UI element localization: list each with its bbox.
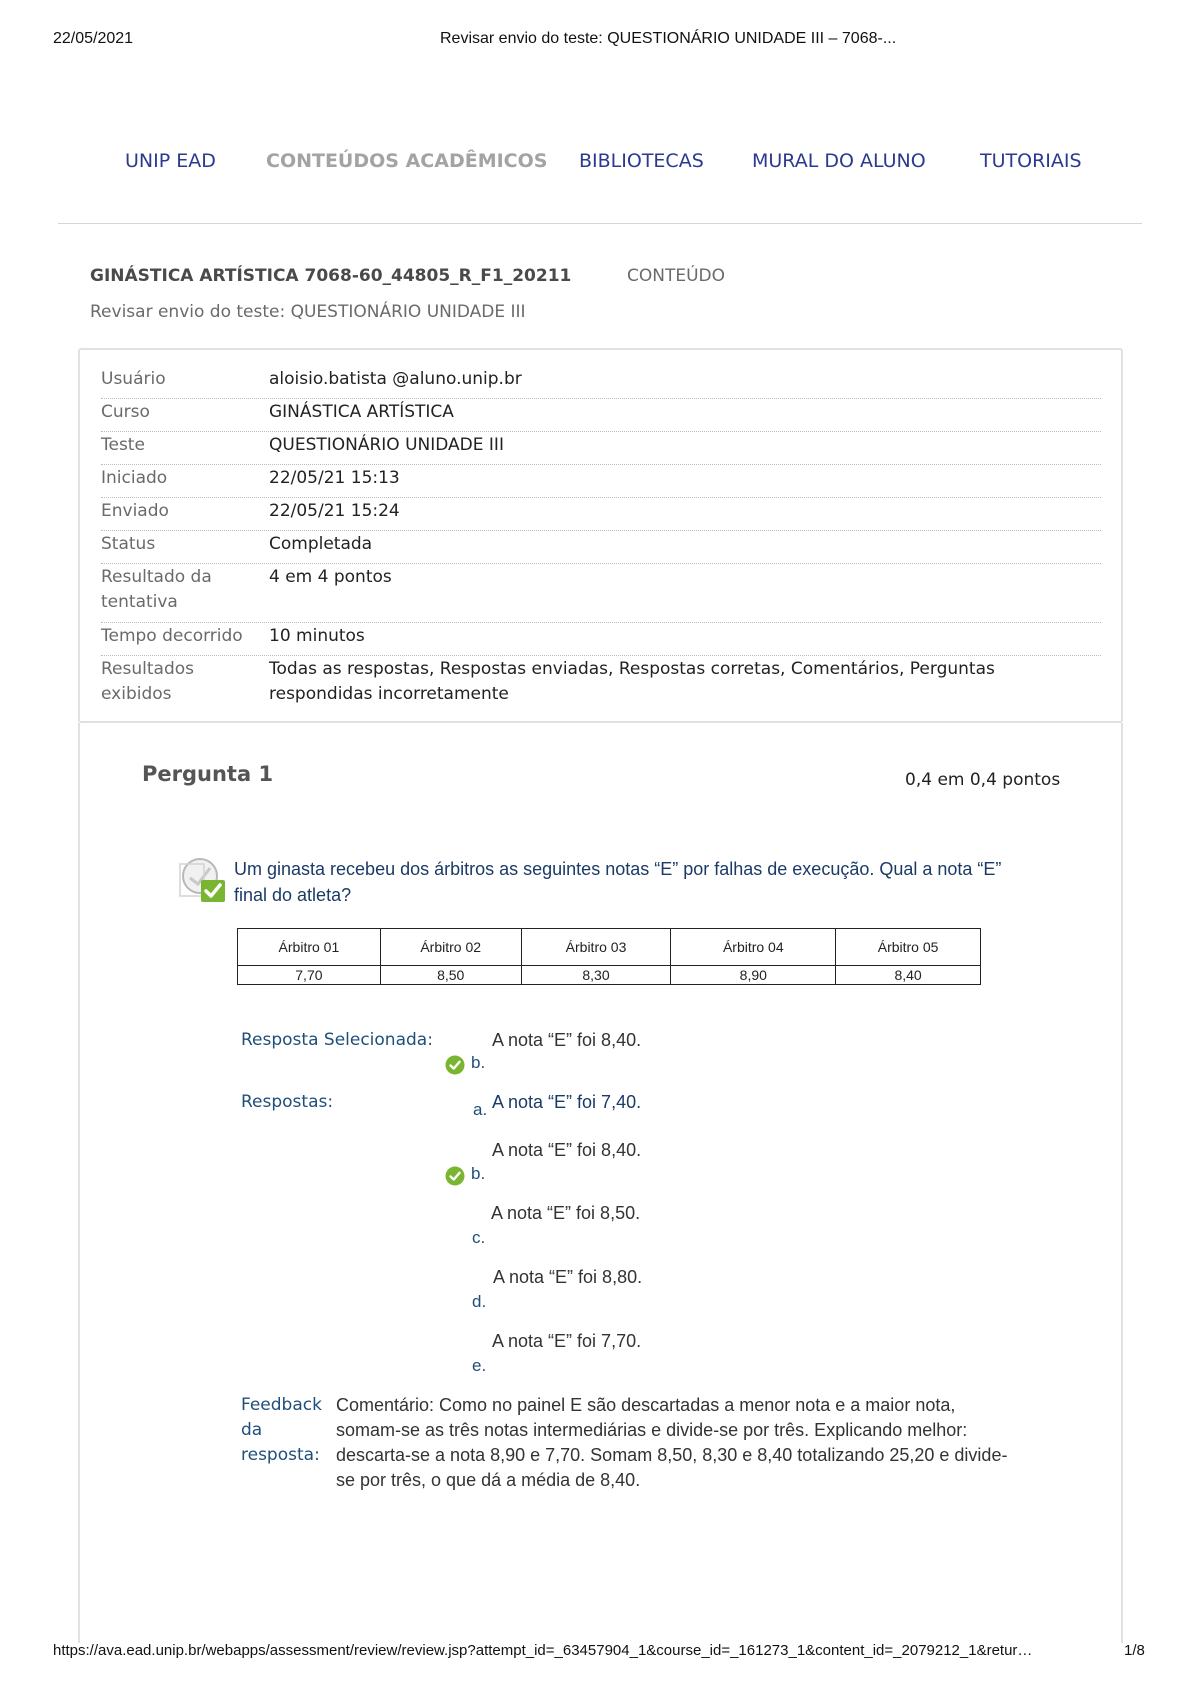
top-navigation [0, 150, 1191, 180]
answer-text-b: A nota “E” foi 8,40. [492, 1140, 642, 1160]
summary-label: Resultados exibidos [101, 659, 194, 704]
print-footer-url: https://ava.ead.unip.br/webapps/assessment/review/review.jsp?attempt_id=_63457904_1&course_id=_161273_1&content_id=_2079212_1&retur… [53, 1642, 1033, 1659]
summary-label: Usuário [101, 369, 166, 389]
table-header-cell: Árbitro 02 [380, 929, 521, 966]
summary-value: 22/05/21 15:24 [269, 501, 400, 521]
nav-item-tutoriais[interactable]: TUTORIAIS [980, 150, 1082, 172]
feedback-label: Feedback da resposta: [241, 1395, 322, 1465]
summary-value: aloisio.batista @aluno.unip.br [269, 369, 522, 389]
table-header-cell: Árbitro 01 [238, 929, 381, 966]
table-row [238, 966, 981, 985]
selected-answer-label: Resposta Selecionada: [241, 1030, 433, 1050]
question-points: 0,4 em 0,4 pontos [905, 770, 1061, 790]
summary-row-teste [101, 433, 1101, 465]
summary-row-iniciado [101, 466, 1101, 498]
nav-divider [58, 223, 1142, 224]
summary-value: 4 em 4 pontos [269, 567, 392, 587]
table-header-cell: Árbitro 05 [836, 929, 981, 966]
selected-answer-text: A nota “E” foi 8,40. [492, 1030, 642, 1050]
answer-letter-b: b. [471, 1164, 486, 1183]
correct-check-icon [445, 1055, 465, 1075]
table-cell: 8,40 [836, 966, 981, 985]
print-date: 22/05/2021 [53, 30, 134, 47]
table-cell: 7,70 [238, 966, 381, 985]
summary-row-tempo-decorrido [101, 624, 1101, 656]
selected-answer-letter: b. [471, 1053, 486, 1072]
summary-value: 22/05/21 15:13 [269, 468, 400, 488]
table-cell: 8,30 [521, 966, 671, 985]
nav-item-conteudos-academicos[interactable]: CONTEÚDOS ACADÊMICOS [266, 150, 548, 172]
table-header-row [238, 929, 981, 966]
nav-item-mural-do-aluno[interactable]: MURAL DO ALUNO [752, 150, 926, 172]
correct-question-icon [178, 856, 228, 904]
summary-row-enviado [101, 499, 1101, 531]
answer-letter-d: d. [472, 1292, 487, 1311]
summary-value: Completada [269, 534, 373, 554]
summary-value: GINÁSTICA ARTÍSTICA [269, 402, 454, 422]
table-header-cell: Árbitro 03 [521, 929, 671, 966]
question-text: Um ginasta recebeu dos árbitros as seguintes notas “E” por falhas de execução. Qual a nota “E” final do atleta? [234, 859, 1002, 905]
summary-label: Curso [101, 402, 150, 422]
summary-value: 10 minutos [269, 626, 365, 646]
correct-check-icon [445, 1166, 465, 1186]
answer-letter-e: e. [472, 1356, 487, 1375]
summary-label: Resultado da tentativa [101, 567, 212, 612]
course-title[interactable]: GINÁSTICA ARTÍSTICA 7068-60_44805_R_F1_20211 [90, 266, 572, 286]
print-header [0, 30, 1191, 50]
summary-label: Teste [101, 435, 145, 455]
answer-text-d: A nota “E” foi 8,80. [493, 1267, 643, 1287]
nav-item-bibliotecas[interactable]: BIBLIOTECAS [579, 150, 704, 172]
answer-letter-a: a. [473, 1100, 488, 1119]
summary-label: Iniciado [101, 468, 168, 488]
summary-value: QUESTIONÁRIO UNIDADE III [269, 435, 504, 455]
summary-label: Status [101, 534, 156, 554]
judges-score-table [237, 928, 981, 985]
table-cell: 8,50 [380, 966, 521, 985]
summary-value: Todas as respostas, Respostas enviadas, Respostas corretas, Comentários, Perguntas respondidas incorretamente [269, 659, 995, 704]
breadcrumb-content-link[interactable]: CONTEÚDO [627, 266, 726, 286]
nav-item-unip-ead[interactable]: UNIP EAD [125, 150, 216, 172]
print-page-number: 1/8 [1124, 1642, 1145, 1659]
answer-text-e: A nota “E” foi 7,70. [492, 1331, 642, 1351]
summary-row-resultados-exibidos [101, 657, 1101, 715]
summary-label: Enviado [101, 501, 169, 521]
summary-row-usuario [101, 367, 1101, 399]
answer-text-a: A nota “E” foi 7,40. [492, 1092, 642, 1112]
summary-row-status [101, 532, 1101, 564]
answer-letter-c: c. [472, 1228, 486, 1247]
summary-row-curso [101, 400, 1101, 432]
feedback-text: Comentário: Como no painel E são descartadas a menor nota e a maior nota, somam-se as três notas intermediárias e divide-se por três. Explicando melhor: descarta-se a nota 8,90 e 7,70. Somam 8,50, 8,30 e 8,40 totalizando 25,20 e divide-se por três, o que dá a média de 8,40. [336, 1395, 1008, 1490]
page-title: Revisar envio do teste: QUESTIONÁRIO UNIDADE III [90, 302, 526, 322]
table-header-cell: Árbitro 04 [671, 929, 836, 966]
answers-label: Respostas: [241, 1092, 334, 1112]
summary-label: Tempo decorrido [101, 626, 243, 646]
attempt-summary [78, 348, 1123, 723]
table-cell: 8,90 [671, 966, 836, 985]
answer-text-c: A nota “E” foi 8,50. [491, 1203, 641, 1223]
print-document-title: Revisar envio do teste: QUESTIONÁRIO UNIDADE III – 7068-... [440, 30, 897, 47]
summary-row-resultado-da-tentativa [101, 565, 1101, 623]
question-number: Pergunta 1 [142, 762, 274, 786]
